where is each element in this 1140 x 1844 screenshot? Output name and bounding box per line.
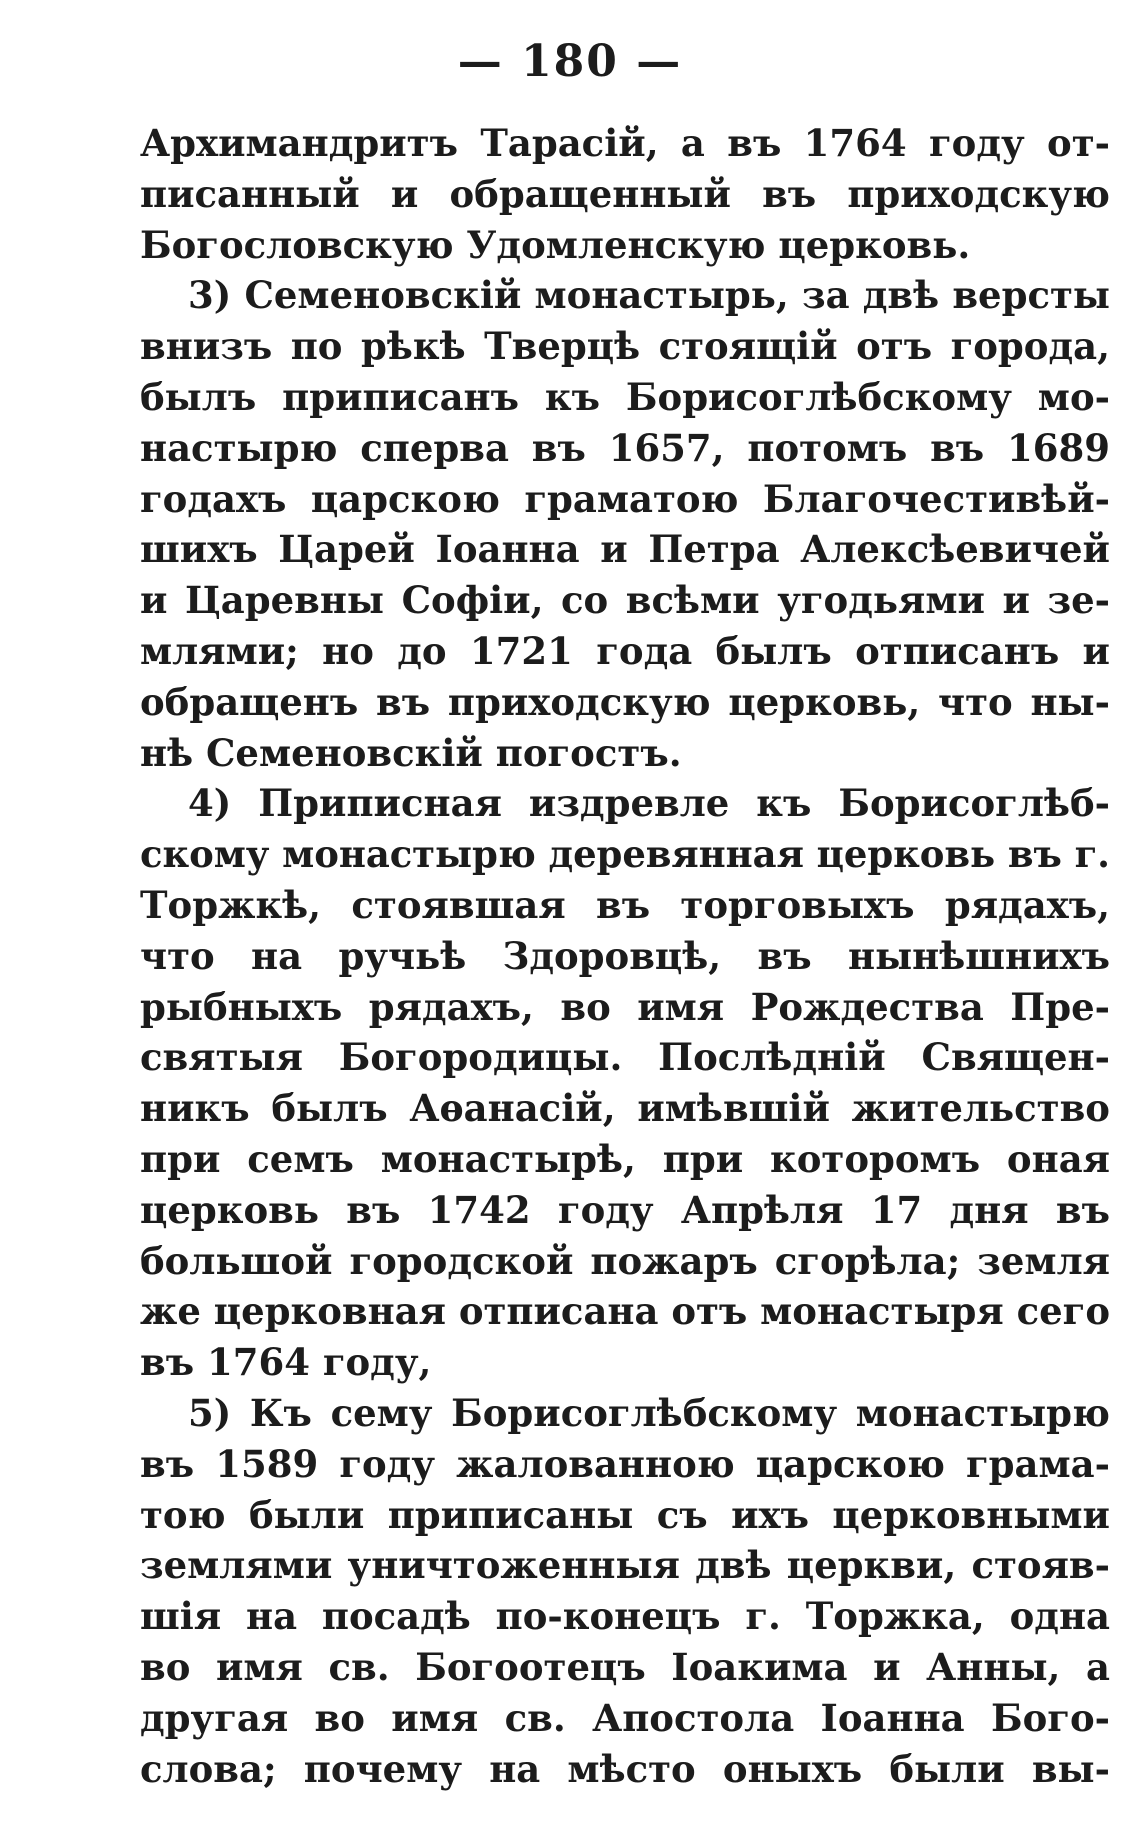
text-line: слова; почему на мѣсто оныхъ были вы- — [140, 1746, 1110, 1791]
text-line: Торжкѣ, стоявшая въ торговыхъ рядахъ, — [140, 882, 1110, 927]
text-line: 4) Приписная издревле къ Борисоглѣб- — [188, 781, 1110, 826]
text-line: при семъ монастырѣ, при которомъ оная — [140, 1136, 1110, 1181]
text-line: церковь въ 1742 году Апрѣля 17 дня въ — [140, 1187, 1110, 1232]
text-line: Архимандритъ Тарасій, а въ 1764 году от- — [140, 121, 1110, 165]
text-line: былъ приписанъ къ Борисоглѣбскому мо- — [140, 374, 1110, 419]
text-line: настырю сперва въ 1657, потомъ въ 1689 — [140, 425, 1110, 470]
page-number: — 180 — — [457, 36, 683, 87]
text-line: въ 1589 году жалованною царскою грама- — [140, 1441, 1110, 1486]
text-line: скому монастырю деревянная церковь въ г. — [140, 832, 1110, 877]
text-line: внизъ по рѣкѣ Тверцѣ стоящій отъ города, — [140, 324, 1110, 369]
text-line: землями уничтоженныя двѣ церкви, стояв- — [140, 1543, 1110, 1588]
body-text — [140, 118, 1110, 1794]
text-line: писанный и обращенный въ приходскую — [140, 171, 1110, 216]
text-line: никъ былъ Аѳанасій, имѣвшій жительство — [140, 1086, 1110, 1131]
text-line: млями; но до 1721 года былъ отписанъ и — [140, 628, 1110, 673]
text-line: Богословскую Удомленскую церковь. — [140, 222, 971, 267]
text-line: другая во имя св. Апостола Іоанна Бого- — [140, 1695, 1110, 1740]
text-line: годахъ царскою граматою Благочестивѣй- — [140, 476, 1110, 521]
text-line: большой городской пожаръ сгорѣла; земля — [140, 1238, 1110, 1283]
text-line: святыя Богородицы. Послѣдній Священ- — [140, 1035, 1110, 1080]
text-line: что на ручьѣ Здоровцѣ, въ нынѣшнихъ — [140, 933, 1110, 978]
text-line: шія на посадѣ по-конецъ г. Торжка, одна — [140, 1594, 1110, 1639]
text-line: и Царевны Софіи, со всѣми угодьями и зе- — [140, 578, 1110, 623]
text-line: 5) Къ сему Борисоглѣбскому монастырю — [188, 1390, 1110, 1435]
text-line: тою были приписаны съ ихъ церковными — [140, 1492, 1110, 1537]
text-line: же церковная отписана отъ монастыря сего — [140, 1289, 1110, 1334]
text-line: шихъ Царей Іоанна и Петра Алексѣевичей — [140, 527, 1110, 572]
text-line: 3) Семеновскій монастырь, за двѣ версты — [188, 273, 1110, 318]
text-line: обращенъ въ приходскую церковь, что ны- — [140, 679, 1110, 724]
text-line: рыбныхъ рядахъ, во имя Рождества Пре- — [140, 984, 1110, 1029]
text-line: въ 1764 году, — [140, 1340, 432, 1385]
text-line: во имя св. Богоотецъ Іоакима и Анны, а — [140, 1644, 1110, 1689]
text-line: нѣ Семеновскій погостъ. — [140, 730, 682, 775]
